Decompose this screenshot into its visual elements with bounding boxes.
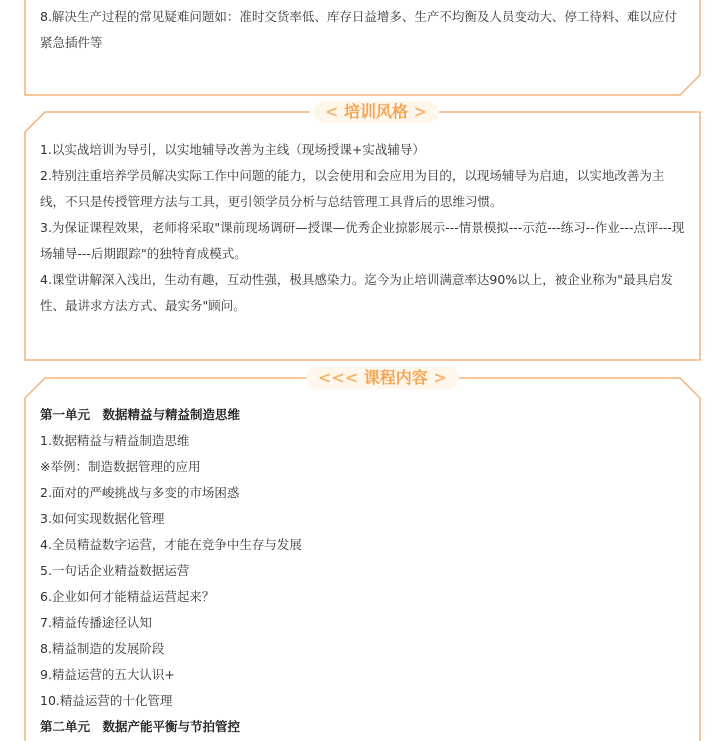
course-unit-heading: 第一单元 数据精益与精益制造思维 bbox=[40, 407, 241, 422]
style-item: 1.以实战培训为导引，以实地辅导改善为主线（现场授课+实战辅导） bbox=[40, 142, 425, 157]
course-content-list bbox=[40, 402, 686, 740]
chevron-right-icon: > bbox=[433, 368, 447, 387]
course-item: 4.全员精益数字运营，才能在竞争中生存与发展 bbox=[40, 537, 302, 552]
previous-section-text bbox=[40, 4, 686, 56]
text-line-8: 8.解决生产过程的常见疑难问题如：准时交货率低、库存日益增多、生产不均衡及人员变动大、停工待料、难以应付紧急插件等 bbox=[40, 9, 677, 50]
course-item: ※举例：制造数据管理的应用 bbox=[40, 459, 201, 474]
section-title-text: 课程内容 bbox=[363, 368, 428, 387]
course-unit-heading: 第二单元 数据产能平衡与节拍管控 bbox=[40, 719, 241, 734]
course-item: 8.精益制造的发展阶段 bbox=[40, 641, 165, 656]
style-item: 2.特别注重培养学员解决实际工作中问题的能力，以会使用和会应用为目的，以现场辅导为启迪，以实地改善为主线，不只是传授管理方法与工具，更引领学员分析与总结管理工具背后的思维习惯。 bbox=[40, 168, 665, 209]
section-title-training-style bbox=[313, 101, 439, 123]
previous-section-panel bbox=[0, 0, 724, 100]
course-item: 1.数据精益与精益制造思维 bbox=[40, 433, 190, 448]
style-item: 4.课堂讲解深入浅出，生动有趣，互动性强，极具感染力。迄今为止培训满意率达90%以上，被企业称为"最具启发性、最讲求方法方式、最实务"顾问。 bbox=[40, 272, 673, 313]
course-item: 9.精益运营的五大认识+ bbox=[40, 667, 175, 682]
section-title-text: 培训风格 bbox=[343, 102, 408, 121]
chevron-left-icon: < bbox=[325, 102, 339, 121]
training-style-list bbox=[40, 137, 686, 319]
course-content-panel bbox=[0, 366, 724, 741]
training-style-panel bbox=[0, 100, 724, 362]
course-item: 5.一句话企业精益数据运营 bbox=[40, 563, 190, 578]
course-item: 10.精益运营的十化管理 bbox=[40, 693, 173, 708]
course-item: 2.面对的严峻挑战与多变的市场困惑 bbox=[40, 485, 240, 500]
style-item: 3.为保证课程效果，老师将采取"课前现场调研—授课—优秀企业掠影展示---情景模拟---示范---练习--作业---点评---现场辅导---后期跟踪"的独特育成模式。 bbox=[40, 220, 685, 261]
course-item: 6.企业如何才能精益运营起来？ bbox=[40, 589, 215, 604]
course-item: 3.如何实现数据化管理 bbox=[40, 511, 165, 526]
section-title-course-content bbox=[306, 367, 459, 389]
course-item: 7.精益传播途径认知 bbox=[40, 615, 152, 630]
triple-chevron-left-icon: <<< bbox=[318, 368, 359, 387]
chevron-right-icon: > bbox=[413, 102, 427, 121]
